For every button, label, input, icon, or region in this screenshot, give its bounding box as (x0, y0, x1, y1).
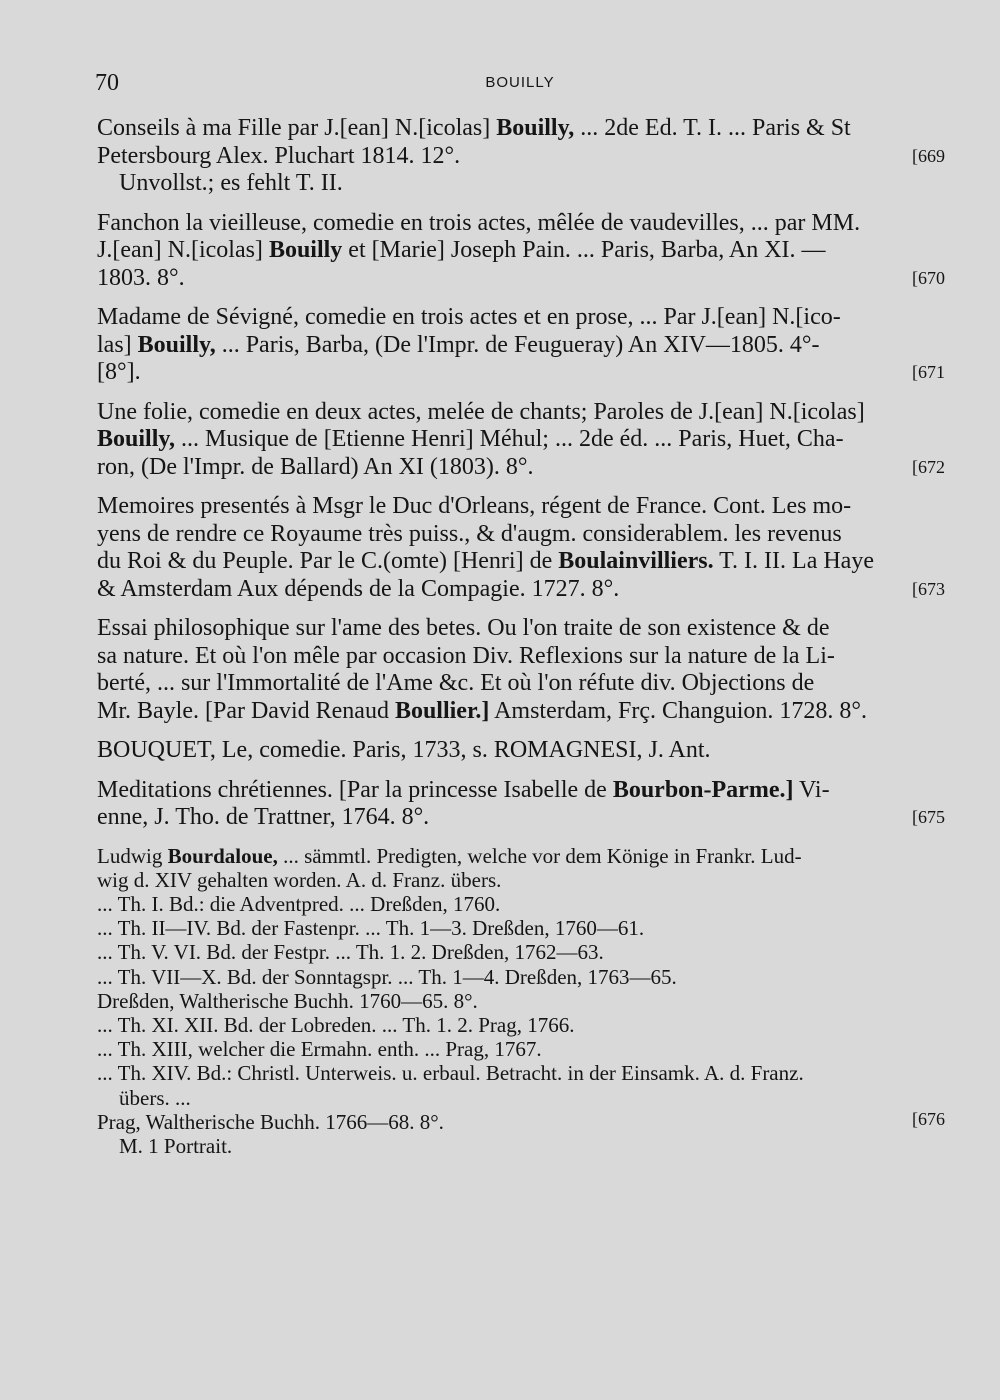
page-number: 70 (95, 70, 119, 96)
entry-line: Fanchon la vieilleuse, comedie en trois actes, mêlée de vaudevilles, ... par MM. (97, 209, 861, 236)
entry-number: [673 (912, 578, 945, 599)
running-head: BOUILLY (485, 74, 555, 91)
entry-line: du Roi & du Peuple. Par le C.(omte) [Henri] de Boulainvilliers. T. I. II. La Haye (97, 548, 874, 574)
entry-line: Memoires presentés à Msgr le Duc d'Orleans, régent de France. Cont. Les mo- (97, 493, 852, 519)
entry-line: Unvollst.; es fehlt T. II. (119, 170, 343, 196)
entry-line: 1803. 8°. (97, 264, 185, 291)
catalog-entry (97, 493, 945, 603)
entry-line: enne, J. Tho. de Trattner, 1764. 8°. (97, 804, 430, 830)
entry-line: Dreßden, Waltherische Buchh. 1760—65. 8°. (97, 988, 478, 1013)
catalog-entries (97, 115, 945, 1170)
entry-line: las] Bouilly, ... Paris, Barba, (De l'Impr. de Feugueray) An XIV—1805. 4°- (97, 331, 820, 358)
page-header (95, 70, 945, 104)
entry-line: wig d. XIV gehalten worden. A. d. Franz. übers. (97, 867, 502, 892)
entry-line: ... Th. II—IV. Bd. der Fastenpr. ... Th. 1—3. Dreßden, 1760—61. (97, 916, 645, 941)
entry-line: ... Th. XIII, welcher die Ermahn. enth. ... Prag, 1767. (97, 1037, 542, 1062)
entry-line: Meditations chrétiennes. [Par la princesse Isabelle de Bourbon-Parme.] Vi- (97, 776, 830, 803)
entry-number: [669 (912, 145, 945, 166)
entry-line: Madame de Sévigné, comedie en trois actes et en prose, ... Par J.[ean] N.[ico- (97, 304, 841, 330)
entry-line: ... Th. XI. XII. Bd. der Lobreden. ... Th. 1. 2. Prag, 1766. (97, 1012, 575, 1037)
entry-line: J.[ean] N.[icolas] Bouilly et [Marie] Joseph Pain. ... Paris, Barba, An XI. — (97, 237, 826, 263)
entry-number: [670 (912, 267, 945, 288)
entry-line: yens de rendre ce Royaume très puiss., & d'augm. considerablem. les revenus (97, 520, 842, 547)
entry-line: Conseils à ma Fille par J.[ean] N.[icolas] Bouilly, ... 2de Ed. T. I. ... Paris & St (97, 115, 851, 141)
entry-number: [675 (912, 807, 945, 827)
entry-line: ron, (De l'Impr. de Ballard) An XI (1803). 8°. (97, 453, 534, 480)
entry-line: sa nature. Et où l'on mêle par occasion Div. Reflexions sur la nature de la Li- (97, 642, 835, 669)
entry-line: ... Th. I. Bd.: die Adventpred. ... Dreßden, 1760. (97, 891, 501, 916)
entry-line: ... Th. XIV. Bd.: Christl. Unterweis. u. erbaul. Betracht. in der Einsamk. A. d. Franz. (97, 1061, 804, 1086)
entry-number: [676 (912, 1109, 945, 1130)
entry-line: ... Th. V. VI. Bd. der Festpr. ... Th. 1. 2. Dreßden, 1762—63. (97, 940, 604, 965)
entry-line: M. 1 Portrait. (119, 1133, 233, 1158)
catalog-entry (97, 615, 945, 725)
entry-line: berté, ... sur l'Immortalité de l'Ame &c. Et où l'on réfute div. Objections de (97, 670, 815, 696)
catalog-entry (97, 399, 945, 482)
entry-line: ... Th. VII—X. Bd. der Sonntagspr. ... Th. 1—4. Dreßden, 1763—65. (97, 964, 677, 989)
entry-line: Bouilly, ... Musique de [Etienne Henri] Méhul; ... 2de éd. ... Paris, Huet, Cha- (97, 426, 844, 452)
entry-line: Mr. Bayle. [Par David Renaud Boullier.] Amsterdam, Frç. Changuion. 1728. 8°. (97, 697, 867, 724)
entry-number: [671 (912, 362, 945, 382)
entry-line: Petersbourg Alex. Pluchart 1814. 12°. (97, 142, 461, 169)
catalog-entry (97, 777, 945, 832)
catalog-entry (97, 737, 945, 765)
catalog-entry (97, 210, 945, 293)
entry-line: BOUQUET, Le, comedie. Paris, 1733, s. ROMAGNESI, J. Ant. (97, 737, 711, 763)
entry-line: Essai philosophique sur l'ame des betes. Ou l'on traite de son existence & de (97, 615, 830, 641)
entry-line: übers. ... (119, 1085, 191, 1110)
catalog-entry (97, 844, 945, 1159)
entry-line: Une folie, comedie en deux actes, melée de chants; Paroles de J.[ean] N.[icolas] (97, 398, 865, 425)
entry-line: Prag, Waltherische Buchh. 1766—68. 8°. (97, 1109, 444, 1134)
catalog-entry (97, 115, 945, 198)
entry-line: Ludwig Bourdaloue, ... sämmtl. Predigten, welche vor dem Könige in Frankr. Lud- (97, 843, 802, 868)
catalog-entry (97, 304, 945, 387)
entry-line: [8°]. (97, 359, 141, 385)
entry-line: & Amsterdam Aux dépends de la Compagie. 1727. 8°. (97, 575, 620, 602)
entry-number: [672 (912, 456, 945, 477)
